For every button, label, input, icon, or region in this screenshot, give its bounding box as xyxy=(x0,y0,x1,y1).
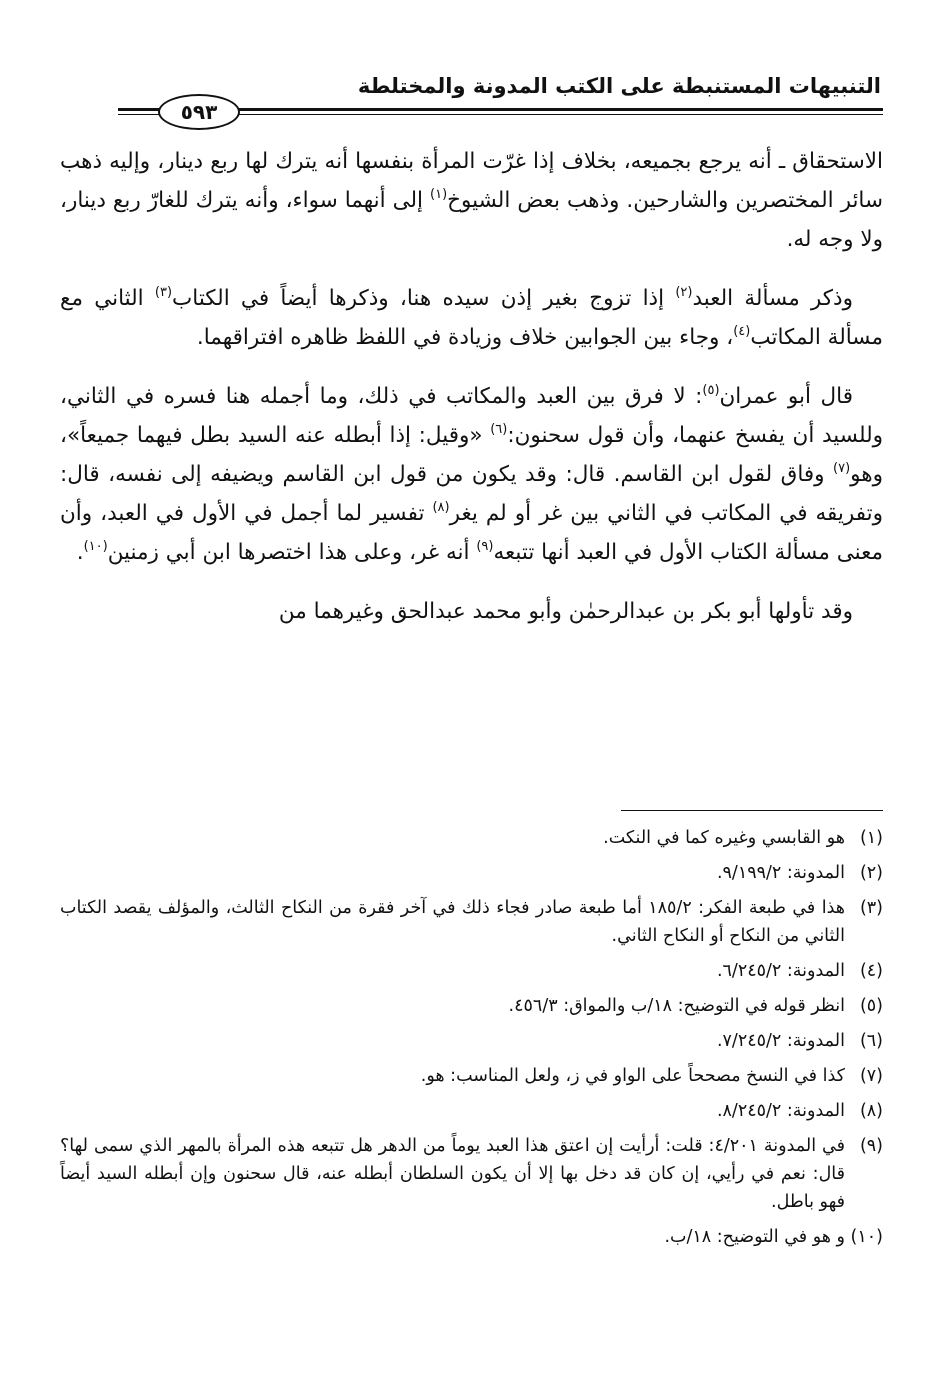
footnote-text: انظر قوله في التوضيح: ١٨/ب والمواق: ٤٥٦/٣. xyxy=(508,996,845,1016)
text-run: وذكر مسألة العبد xyxy=(692,286,853,311)
footnote xyxy=(60,1223,883,1251)
footnote-rule xyxy=(621,810,883,811)
footnotes xyxy=(60,824,883,1258)
text-run: ، وجاء بين الجوابين خلاف وزيادة في اللفظ ظاهره افتراقهما. xyxy=(196,325,734,350)
footnote-ref: (٦) xyxy=(490,422,508,437)
text-run: وفاق لقول ابن القاسم. قال: وقد يكون من قول ابن القاسم ويضيفه إلى نفسه، قال: وتفريقه في المكاتب في الثاني بين غر أو لم يغر xyxy=(60,462,883,526)
footnote-text: كذا في النسخ مصححاً على الواو في ز، ولعل المناسب: هو. xyxy=(420,1066,845,1086)
paragraph xyxy=(60,377,883,572)
footnote-ref: (١) xyxy=(430,187,448,202)
footnote-number: (٢) xyxy=(859,863,883,883)
footnote xyxy=(60,859,883,887)
footnote xyxy=(60,1062,883,1090)
footnote xyxy=(60,957,883,985)
footnote-ref: (٧) xyxy=(833,461,851,476)
footnote xyxy=(60,992,883,1020)
footnote-number: (٣) xyxy=(859,898,883,918)
text-run: تفسير لما أجمل في الأول في العبد، وأن معنى مسألة الكتاب الأول في العبد أنها تتبعه xyxy=(60,501,883,565)
footnote xyxy=(60,894,883,950)
footnote xyxy=(60,1097,883,1125)
text-run: أنه غر، وعلى هذا اختصرها ابن أبي زمنين xyxy=(107,540,477,565)
footnote-ref: (٣) xyxy=(154,285,173,300)
text-run: : لا فرق بين العبد والمكاتب في ذلك، وما أجمله هنا فسره في الثاني، وللسيد أن يفسخ عنهما، وأن قول سحنون: xyxy=(60,384,883,448)
footnote xyxy=(60,1132,883,1216)
text-run: الاستحقاق ـ أنه يرجع بجميعه، بخلاف إذا غرّت المرأة بنفسها أنه يترك لها ربع دينار، وإليه ذهب سائر المختصرين والشارحين. وذهب بعض الشيوخ xyxy=(60,149,883,213)
text-run: . xyxy=(76,540,84,565)
footnote-text: المدونة: ٧/٢٤٥/٢. xyxy=(716,1031,845,1051)
footnote-number: (٤) xyxy=(859,961,883,981)
paragraph xyxy=(60,592,883,631)
text-run: إلى أنهما سواء، وأنه يترك للغارّ ربع دينار، ولا وجه له. xyxy=(60,188,883,252)
footnote-ref: (٢) xyxy=(675,285,693,300)
footnote-number: (٨) xyxy=(859,1101,883,1121)
text-run: «وقيل: إذا أبطله عنه السيد بطل فيهما جميعاً»، وهو xyxy=(60,423,883,487)
text-run: الثاني مع مسألة المكاتب xyxy=(60,286,883,350)
footnote-text: المدونة: ٨/٢٤٥/٢. xyxy=(716,1101,845,1121)
footnote-number: (٧) xyxy=(859,1066,883,1086)
page-number: ٥٩٣ xyxy=(158,94,240,130)
paragraph xyxy=(60,279,883,357)
footnote xyxy=(60,824,883,852)
footnote-text: المدونة: ٩/١٩٩/٢. xyxy=(716,863,845,883)
text-run: إذا تزوج بغير إذن سيده هنا، وذكرها أيضاً في الكتاب xyxy=(172,286,676,311)
footnote-text: و هو في التوضيح: ١٨/ب. xyxy=(664,1227,845,1247)
footnote-number: (١٠) xyxy=(850,1227,883,1247)
footnote-text: هذا في طبعة الفكر: ١٨٥/٢ أما طبعة صادر فجاء ذلك في آخر فقرة من النكاح الثالث، والمؤلف يقصد الكتاب الثاني من النكاح أو النكاح الثاني. xyxy=(60,898,845,946)
footnote-number: (١) xyxy=(859,828,883,848)
footnote xyxy=(60,1027,883,1055)
text-run: وقد تأولها أبو بكر بن عبدالرحمٰن وأبو محمد عبدالحق وغيرهما من xyxy=(278,599,853,624)
footnote-ref: (٤) xyxy=(733,324,751,339)
footnote-ref: (٥) xyxy=(702,383,720,398)
paragraph xyxy=(60,142,883,259)
footnote-text: في المدونة ٤/٢٠١: قلت: أرأيت إن اعتق هذا العبد يوماً من الدهر هل تتبعه هذه المرأة بالمهر الذي سمى لها؟ قال: نعم في رأيي، إن كان قد دخل بها إلا أن يكون السلطان أبطله عنه، قال سحنون وإن أبطله السيد أيضاً فهو باطل. xyxy=(60,1136,845,1212)
footnote-text: هو القابسي وغيره كما في النكت. xyxy=(603,828,845,848)
main-text xyxy=(60,142,883,651)
running-head-title: التنبيهات المستنبطة على الكتب المدونة والمختلطة xyxy=(357,74,881,98)
footnote-ref: (١٠) xyxy=(83,539,108,554)
footnote-number: (٩) xyxy=(859,1136,883,1156)
footnote-ref: (٨) xyxy=(432,500,450,515)
footnote-number: (٦) xyxy=(859,1031,883,1051)
footnote-text: المدونة: ٦/٢٤٥/٢. xyxy=(716,961,845,981)
text-run: قال أبو عمران xyxy=(719,384,853,409)
footnote-number: (٥) xyxy=(859,996,883,1016)
footnote-ref: (٩) xyxy=(476,539,494,554)
